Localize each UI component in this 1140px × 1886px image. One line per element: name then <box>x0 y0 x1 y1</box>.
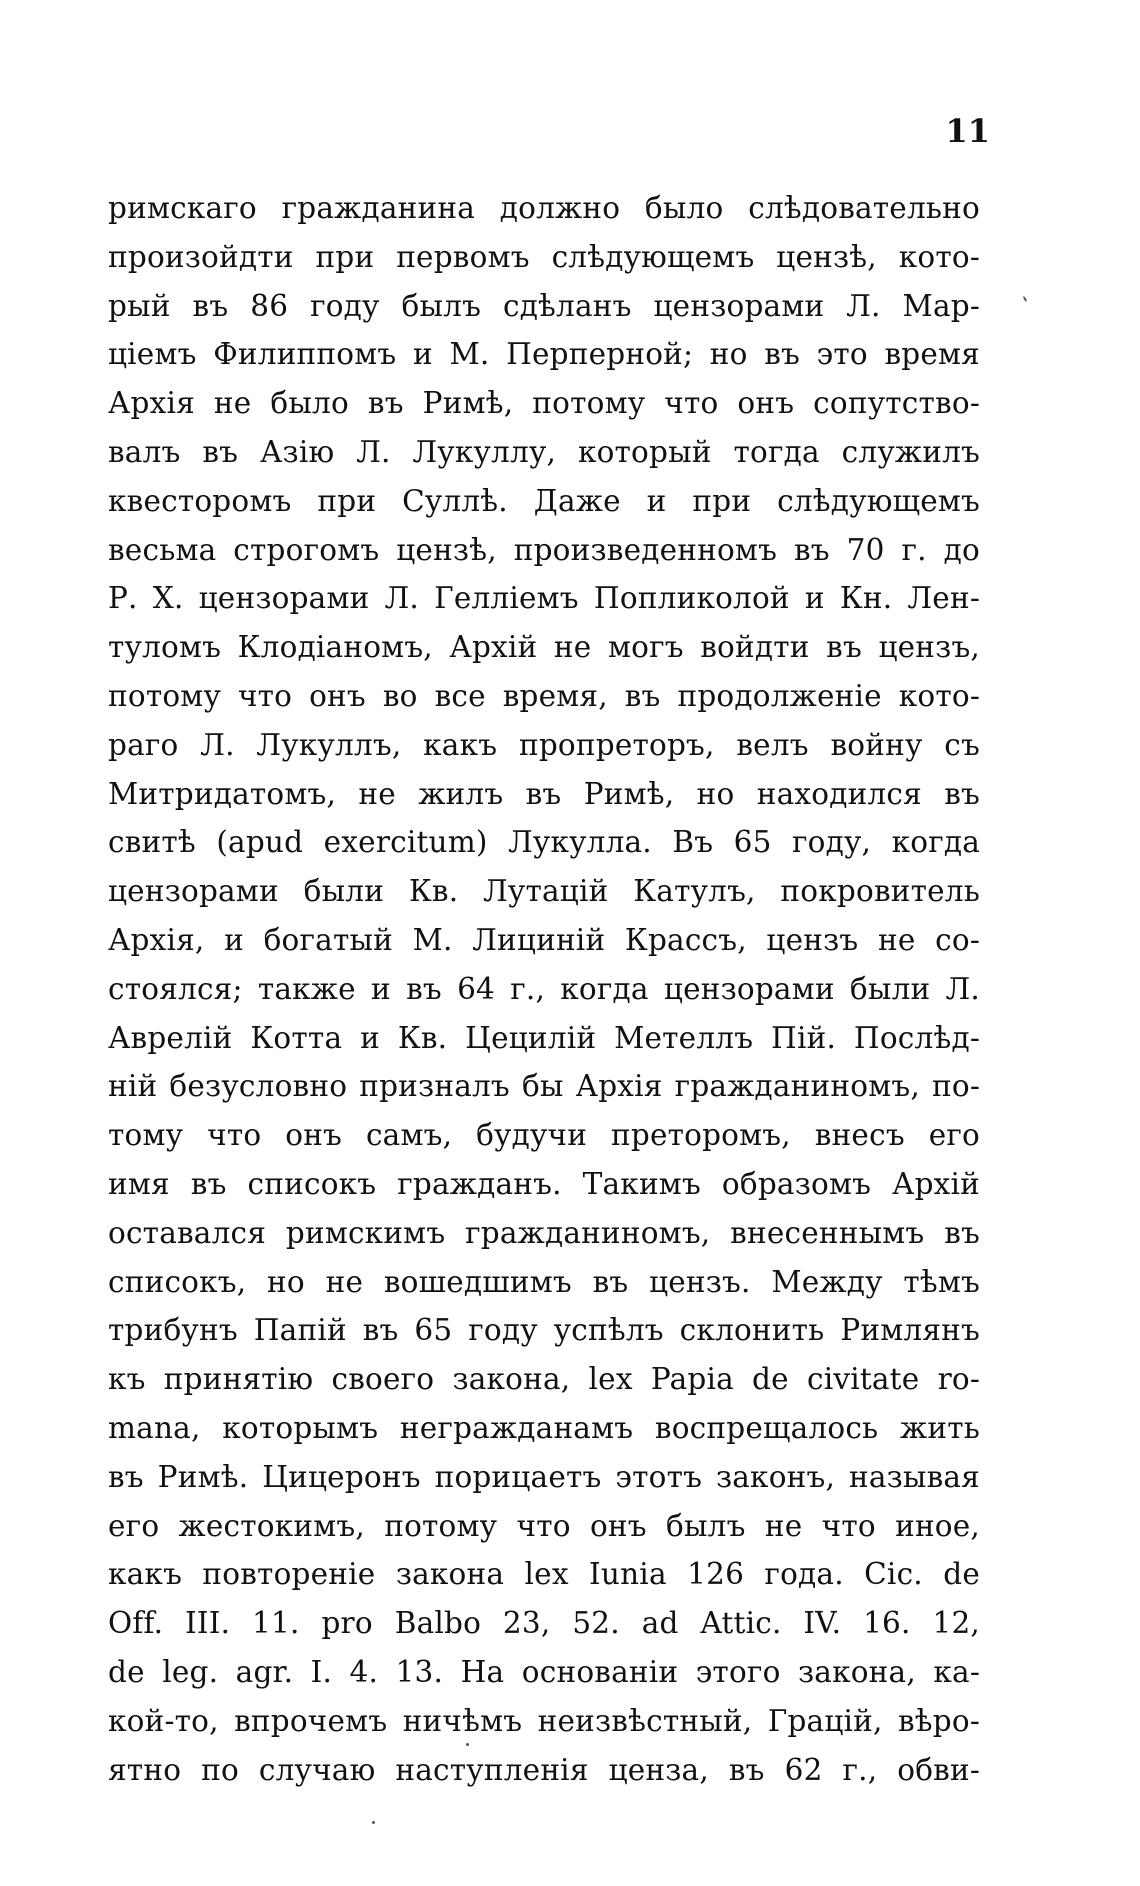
text-line: въ Римѣ. Цицеронъ порицаетъ этотъ законъ, называя <box>108 1459 980 1494</box>
text-line: его жестокимъ, потому что онъ былъ не что иное, <box>108 1508 980 1543</box>
text-line: Р. Х. цензорами Л. Гелліемъ Попликолой и Кн. Лен- <box>108 581 980 616</box>
body-text <box>108 184 980 1794</box>
page-number: 11 <box>945 112 990 150</box>
text-line: раго Л. Лукуллъ, какъ пропреторъ, велъ войну съ <box>108 727 980 762</box>
text-line: потому что онъ во все время, въ продолженіе кото- <box>108 678 980 713</box>
text-line: ній безусловно призналъ бы Архія гражданиномъ, по- <box>108 1069 980 1104</box>
text-line: оставался римскимъ гражданиномъ, внесеннымъ въ <box>108 1215 980 1250</box>
text-line: къ принятію своего закона, lex Papia de civitate ro- <box>108 1362 980 1397</box>
text-line: какъ повтореніе закона lex Iunia 126 года. Cic. de <box>108 1557 980 1592</box>
text-line: имя въ списокъ гражданъ. Такимъ образомъ Архій <box>108 1166 980 1201</box>
text-line: тому что онъ самъ, будучи преторомъ, внесъ его <box>108 1118 980 1153</box>
text-line: валъ въ Азію Л. Лукуллу, который тогда служилъ <box>108 434 980 469</box>
text-line: кой-то, впрочемъ ничѣмъ неизвѣстный, Грацій, вѣро- <box>108 1703 980 1738</box>
text-line: Архія, и богатый М. Лициній Крассъ, цензъ не со- <box>108 922 980 957</box>
ink-speck <box>372 1821 375 1824</box>
text-line: Аврелій Котта и Кв. Цецилій Метеллъ Пій. Послѣд- <box>108 1020 980 1055</box>
text-line: ціемъ Филиппомъ и М. Перперной; но въ это время <box>108 337 980 372</box>
text-line: трибунъ Папій въ 65 году успѣлъ склонить Римлянъ <box>108 1313 980 1348</box>
text-line: весьма строгомъ цензѣ, произведенномъ въ 70 г. до <box>108 532 980 567</box>
ink-speck <box>466 1743 469 1746</box>
text-line: mana, которымъ негражданамъ воспрещалось жить <box>108 1410 980 1445</box>
text-line: свитѣ (apud exercitum) Лукулла. Въ 65 году, когда <box>108 825 980 860</box>
text-line: списокъ, но не вошедшимъ въ цензъ. Между тѣмъ <box>108 1264 980 1299</box>
text-line: рый въ 86 году былъ сдѣланъ цензорами Л. Мар- <box>108 288 980 323</box>
text-line: стоялся; также и въ 64 г., когда цензорами были Л. <box>108 971 980 1006</box>
text-line: квесторомъ при Суллѣ. Даже и при слѣдующемъ <box>108 483 980 518</box>
text-line: произойдти при первомъ слѣдующемъ цензѣ, кото- <box>108 239 980 274</box>
text-line: Митридатомъ, не жилъ въ Римѣ, но находился въ <box>108 776 980 811</box>
text-line: Off. III. 11. pro Balbo 23, 52. ad Attic. IV. 16. 12, <box>108 1606 980 1641</box>
text-line: туломъ Клодіаномъ, Архій не могъ войдти въ цензъ, <box>108 630 980 665</box>
ink-speck <box>1023 296 1028 302</box>
text-line: римскаго гражданина должно было слѣдовательно <box>108 191 980 225</box>
text-line: Архія не было въ Римѣ, потому что онъ сопутство- <box>108 386 980 421</box>
text-line: de leg. agr. I. 4. 13. На основаніи этого закона, ка- <box>108 1654 980 1689</box>
text-line: цензорами были Кв. Лутацій Катулъ, покровитель <box>108 874 980 909</box>
text-line: ятно по случаю наступленія ценза, въ 62 г., обви- <box>108 1752 980 1787</box>
